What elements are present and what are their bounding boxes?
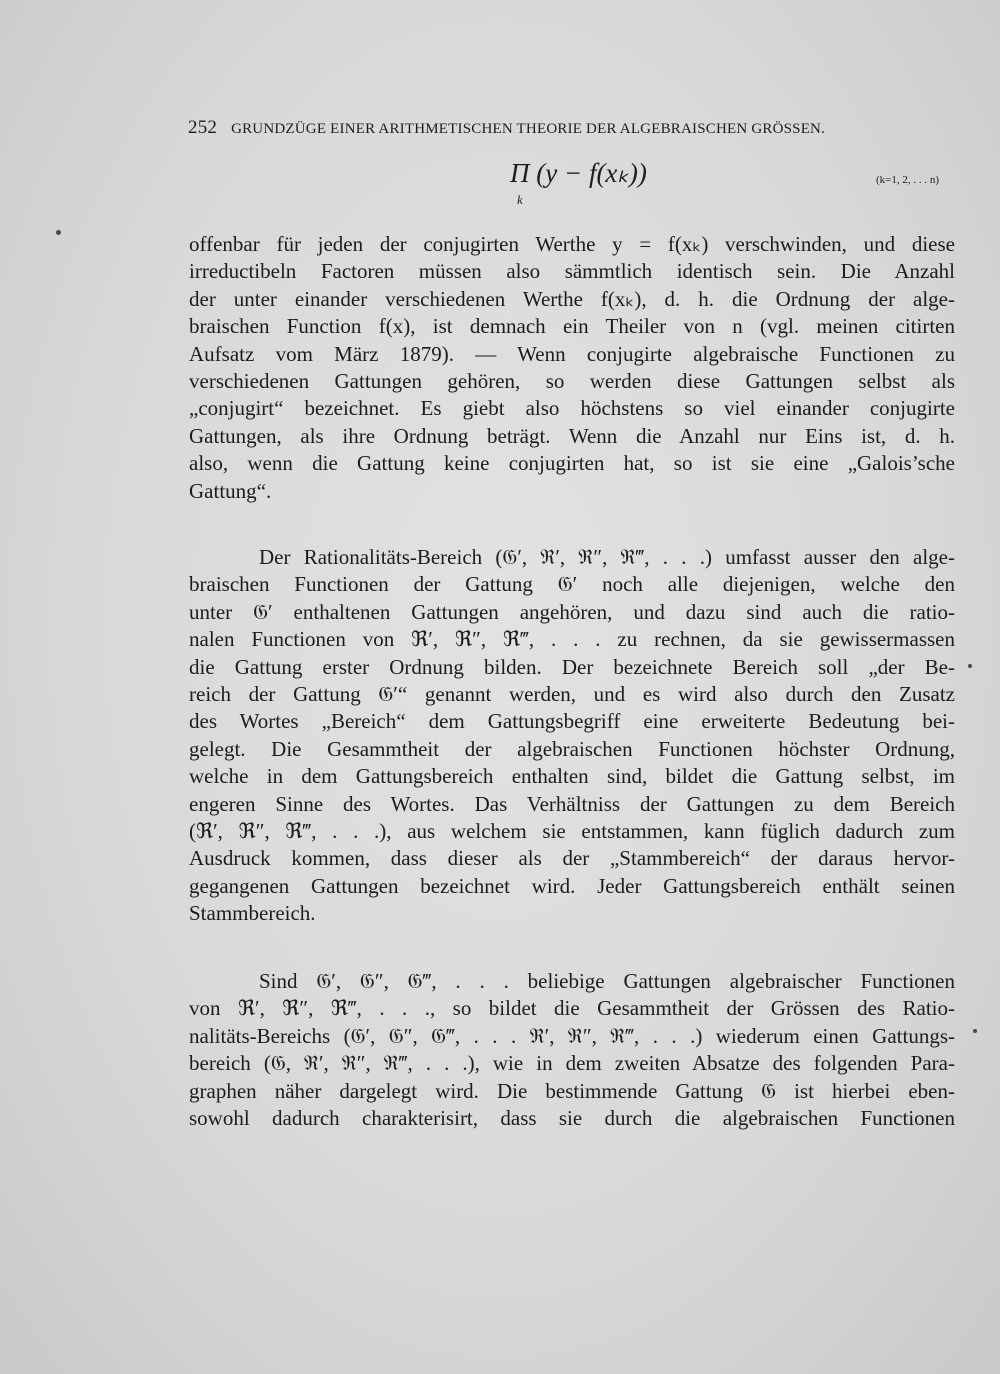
- text-line: nalen Functionen von ℜ′, ℜ″, ℜ‴, . . . zu rechnen, da sie gewissermassen: [189, 627, 955, 652]
- text-line: die Gattung erster Ordnung bilden. Der bezeichnete Bereich soll „der Be-: [189, 654, 955, 679]
- text-line: also, wenn die Gattung keine conjugirten hat, so ist sie eine „Galois’sche: [189, 451, 955, 476]
- text-line: Ausdruck kommen, dass dieser als der „Stammbereich“ der daraus hervor-: [189, 846, 955, 871]
- text-line: Aufsatz vom März 1879). — Wenn conjugirte algebraische Functionen zu: [189, 341, 955, 366]
- text-line: sowohl dadurch charakterisirt, dass sie durch die algebraischen Functionen: [189, 1105, 955, 1130]
- text-line: braischen Function f(x), ist demnach ein Theiler von n (vgl. meinen citirten: [189, 314, 955, 339]
- text-line: der unter einander verschiedenen Werthe f(xₖ), d. h. die Ordnung der alge-: [189, 286, 955, 311]
- text-line: (ℜ′, ℜ″, ℜ‴, . . .), aus welchem sie entstammen, kann füglich dadurch zum: [189, 818, 955, 843]
- paragraph-3: [189, 968, 955, 1132]
- text-line: unter 𝔊′ enthaltenen Gattungen angehören, und dazu sind auch die ratio-: [189, 599, 955, 624]
- text-line: braischen Functionen der Gattung 𝔊′ noch alle diejenigen, welche den: [189, 572, 955, 597]
- text-line: graphen näher dargelegt wird. Die bestimmende Gattung 𝔊 ist hierbei eben-: [189, 1078, 955, 1103]
- running-head: [188, 117, 928, 139]
- index-range: (k=1, 2, . . . n): [876, 174, 940, 186]
- specks: [56, 230, 61, 235]
- text-line: verschiedenen Gattungen gehören, so werden diese Gattungen selbst als: [189, 368, 955, 393]
- paragraph-2: [189, 544, 955, 927]
- text-line: engeren Sinne des Wortes. Das Verhältniss der Gattungen zu dem Bereich: [189, 791, 955, 816]
- text-line: nalitäts-Bereichs (𝔊′, 𝔊″, 𝔊‴, . . . ℜ′, ℜ″, ℜ‴, . . .) wiederum einen Gattungs-: [189, 1023, 955, 1048]
- text-line: Gattungen, als ihre Ordnung beträgt. Wenn die Anzahl nur Eins ist, d. h.: [189, 423, 955, 448]
- page-number: 252: [188, 117, 218, 138]
- text-line: irreductibeln Factoren müssen also sämmtlich identisch sein. Die Anzahl: [189, 259, 955, 284]
- text-line: Stammbereich.: [189, 901, 316, 926]
- text-line: reich der Gattung 𝔊′“ genannt werden, und es wird also durch den Zusatz: [189, 681, 955, 706]
- text-line: bereich (𝔊, ℜ′, ℜ″, ℜ‴, . . .), wie in dem zweiten Absatze des folgenden Para-: [189, 1051, 955, 1076]
- text-line: von ℜ′, ℜ″, ℜ‴, . . ., so bildet die Gesammtheit der Grössen des Ratio-: [189, 996, 955, 1021]
- text-line: welche in dem Gattungsbereich enthalten sind, bildet die Gattung selbst, im: [189, 764, 955, 789]
- text-line: Gattung“.: [189, 478, 272, 503]
- running-title: GRUNDZÜGE EINER ARITHMETISCHEN THEORIE DER ALGEBRAISCHEN GRÖSSEN.: [231, 121, 826, 137]
- text-line: Sind 𝔊′, 𝔊″, 𝔊‴, . . . beliebige Gattungen algebraischer Functionen: [259, 969, 955, 993]
- text-line: des Wortes „Bereich“ dem Gattungsbegriff eine erweiterte Bedeutung bei-: [189, 709, 955, 734]
- product-subscript: k: [517, 192, 523, 207]
- specks: [973, 1029, 977, 1033]
- product-formula: Π (y − f(xₖ)): [510, 158, 647, 188]
- paragraph-1: [189, 231, 955, 505]
- text-line: gelegt. Die Gesammtheit der algebraischen Functionen höchster Ordnung,: [189, 736, 955, 761]
- specks: [968, 664, 972, 668]
- text-line: offenbar für jeden der conjugirten Werthe y = f(xₖ) verschwinden, und diese: [189, 232, 955, 256]
- text-line: „conjugirt“ bezeichnet. Es giebt also höchstens so viel einander conjugirte: [189, 396, 955, 421]
- text-line: Der Rationalitäts-Bereich (𝔊′, ℜ′, ℜ″, ℜ‴, . . .) umfasst ausser den alge-: [259, 545, 955, 569]
- text-line: gegangenen Gattungen bezeichnet wird. Jeder Gattungsbereich enthält seinen: [189, 873, 955, 898]
